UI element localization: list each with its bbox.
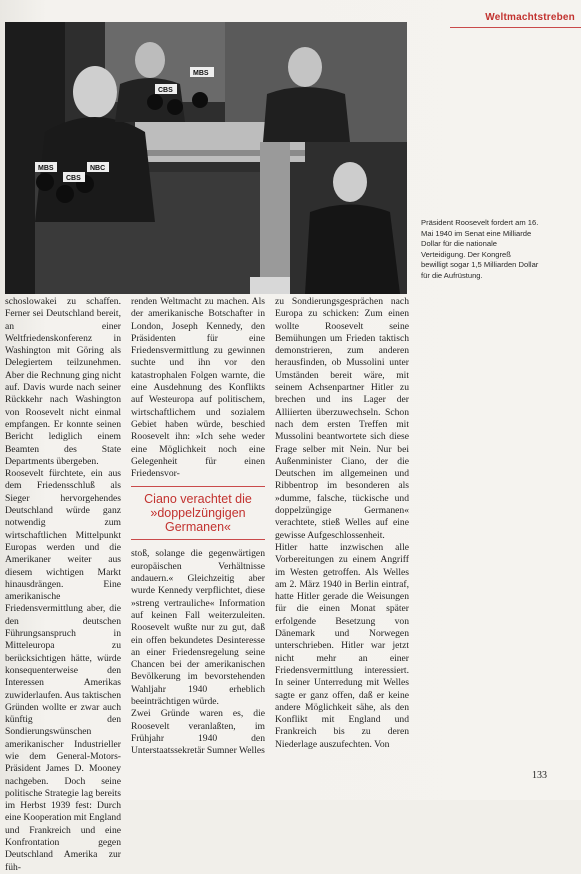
paragraph: zu Sondierungsgesprächen nach Europa zu schicken: Zum einen wollte Roosevelt seine Bemühungen um Frieden taktisch demonstrieren, zum anderen herausfinden, ob Mussolini unter Umständen bereit wäre, mit seinem Achsenpartner Hitler zu brechen und ins Lager der Alliierten überzuwechseln. Schon nach dem ersten Treffen mit Mussolini beantwortete sich diese Frage selber mit Nein. Nur bei Außenminister Ciano, der die Deutschen im allgemeinen und Ribbentrop im besonderen als »dumme, falsche, tückische und doppelzüngige Germanen« verachtete, stieß Welles auf eine gewisse Aufgeschlossenheit. bbox=[275, 296, 409, 541]
text-column-3 bbox=[275, 296, 409, 751]
mic-sign-2: CBS bbox=[66, 175, 81, 182]
text-column-2 bbox=[131, 296, 265, 758]
section-subheading: Ciano verachtet die »doppelzüngigen Germanen« bbox=[131, 486, 265, 540]
roosevelt-senate-photo bbox=[5, 22, 407, 294]
mic-sign-5: MBS bbox=[193, 70, 209, 77]
mic-sign-3: NBC bbox=[90, 165, 106, 172]
paragraph: Roosevelt fürchtete, ein aus dem Friedensschluß als Sieger hervorgehendes Deutschland würde ganz notwendig zum wirtschaftlichen Mittelpunkt Europas werden und die Amerikaner weiter aus diesem wichtigen Markt hinausdrängen. Eine amerikanische Friedensvermittlung aber, die den deutschen Führungsanspruch in Mitteleuropa zu berücksichtigen hätte, würde konsequenterweise den Interessen Amerikas zuwiderlaufen. Aus taktischen Gründen wollte er zwar auch künftig den Sondierungswünschen amerikanischer Industrieller wie dem General-Motors-Präsident James D. Mooney nachgeben. Doch seine politische Strategie lag bereits im Herbst 1939 fest: Durch eine Kooperation mit England und Frankreich und eine Konfrontation gegen Deutschland Amerika zur füh- bbox=[5, 468, 121, 873]
text-column-1 bbox=[5, 296, 121, 874]
photo-illustration bbox=[5, 22, 407, 294]
paragraph: Hitler hatte inzwischen alle Vorbereitungen zu einem Angriff im Westen getroffen. Als Welles am 2. März 1940 in Berlin eintraf, hatte Hitler gerade die Weisungen für die einen Monat später erfolgende Besetzung von Dänemark und Norwegen unterschrieben. Hitler war jetzt nicht mehr an einer Friedensvermittlung interessiert. In seiner Unterredung mit Welles sagte er ganz offen, daß er keine andere Möglichkeit sähe, als den Konflikt mit England und Frankreich bis zu deren Niederlage auszufechten. Von bbox=[275, 541, 409, 750]
mic-sign-4: CBS bbox=[158, 87, 173, 94]
header-rule bbox=[450, 27, 581, 28]
running-header: Weltmachtstreben bbox=[485, 12, 575, 23]
mic-sign-1: MBS bbox=[38, 165, 54, 172]
paragraph: Zwei Gründe waren es, die Roosevelt veranlaßten, im Frühjahr 1940 den Unterstaatssekretär Sumner Welles bbox=[131, 708, 265, 757]
paragraph: stoß, solange die gegenwärtigen europäischen Verhältnisse andauern.« Gleichzeitig aber wurde Kennedy verpflichtet, diese »streng vertrauliche« Information auf keinen Fall weiterzuleiten. Roosevelt wußte nur zu gut, daß ein offen bekundetes Desinteresse an einer Friedensregelung seine Chancen bei der amerikanischen Bevölkerung im bevorstehenden Wahljahr 1940 erheblich beeinträchtigen würde. bbox=[131, 548, 265, 708]
page-number: 133 bbox=[532, 770, 547, 781]
paragraph: schoslowakei zu schaffen. Ferner sei Deutschland bereit, an einer Weltfriedenskonferenz in Washington mit Göring als Delegiertem teilzunehmen. Aber die Rechnung ging nicht auf. Davis wurde nach seiner Rückkehr nach Washington von Roosevelt nicht einmal empfangen. Er konnte seinen Bericht lediglich einem Beamten des State Departments übergeben. bbox=[5, 296, 121, 467]
paragraph: renden Weltmacht zu machen. Als der amerikanische Botschafter in London, Joseph Kennedy, den Präsidenten für eine Friedensvermittlung zu gewinnen suchte und ihn vor den katastrophalen Folgen warnte, die eine Ausdehnung des Konflikts auf Westeuropa auf politischem, wirtschaftlichem und sozialem Gebiet haben würde, beschied Roosevelt ihn: »Ich sehe weder eine Möglichkeit noch eine Gelegenheit für einen Friedensvor- bbox=[131, 296, 265, 480]
photo-caption: Präsident Roosevelt fordert am 16. Mai 1940 im Senat eine Milliarde Dollar für die nationale Verteidigung. Der Kongreß bewilligt sogar 1,5 Milliarden Dollar für die Aufrüstung. bbox=[421, 218, 539, 280]
